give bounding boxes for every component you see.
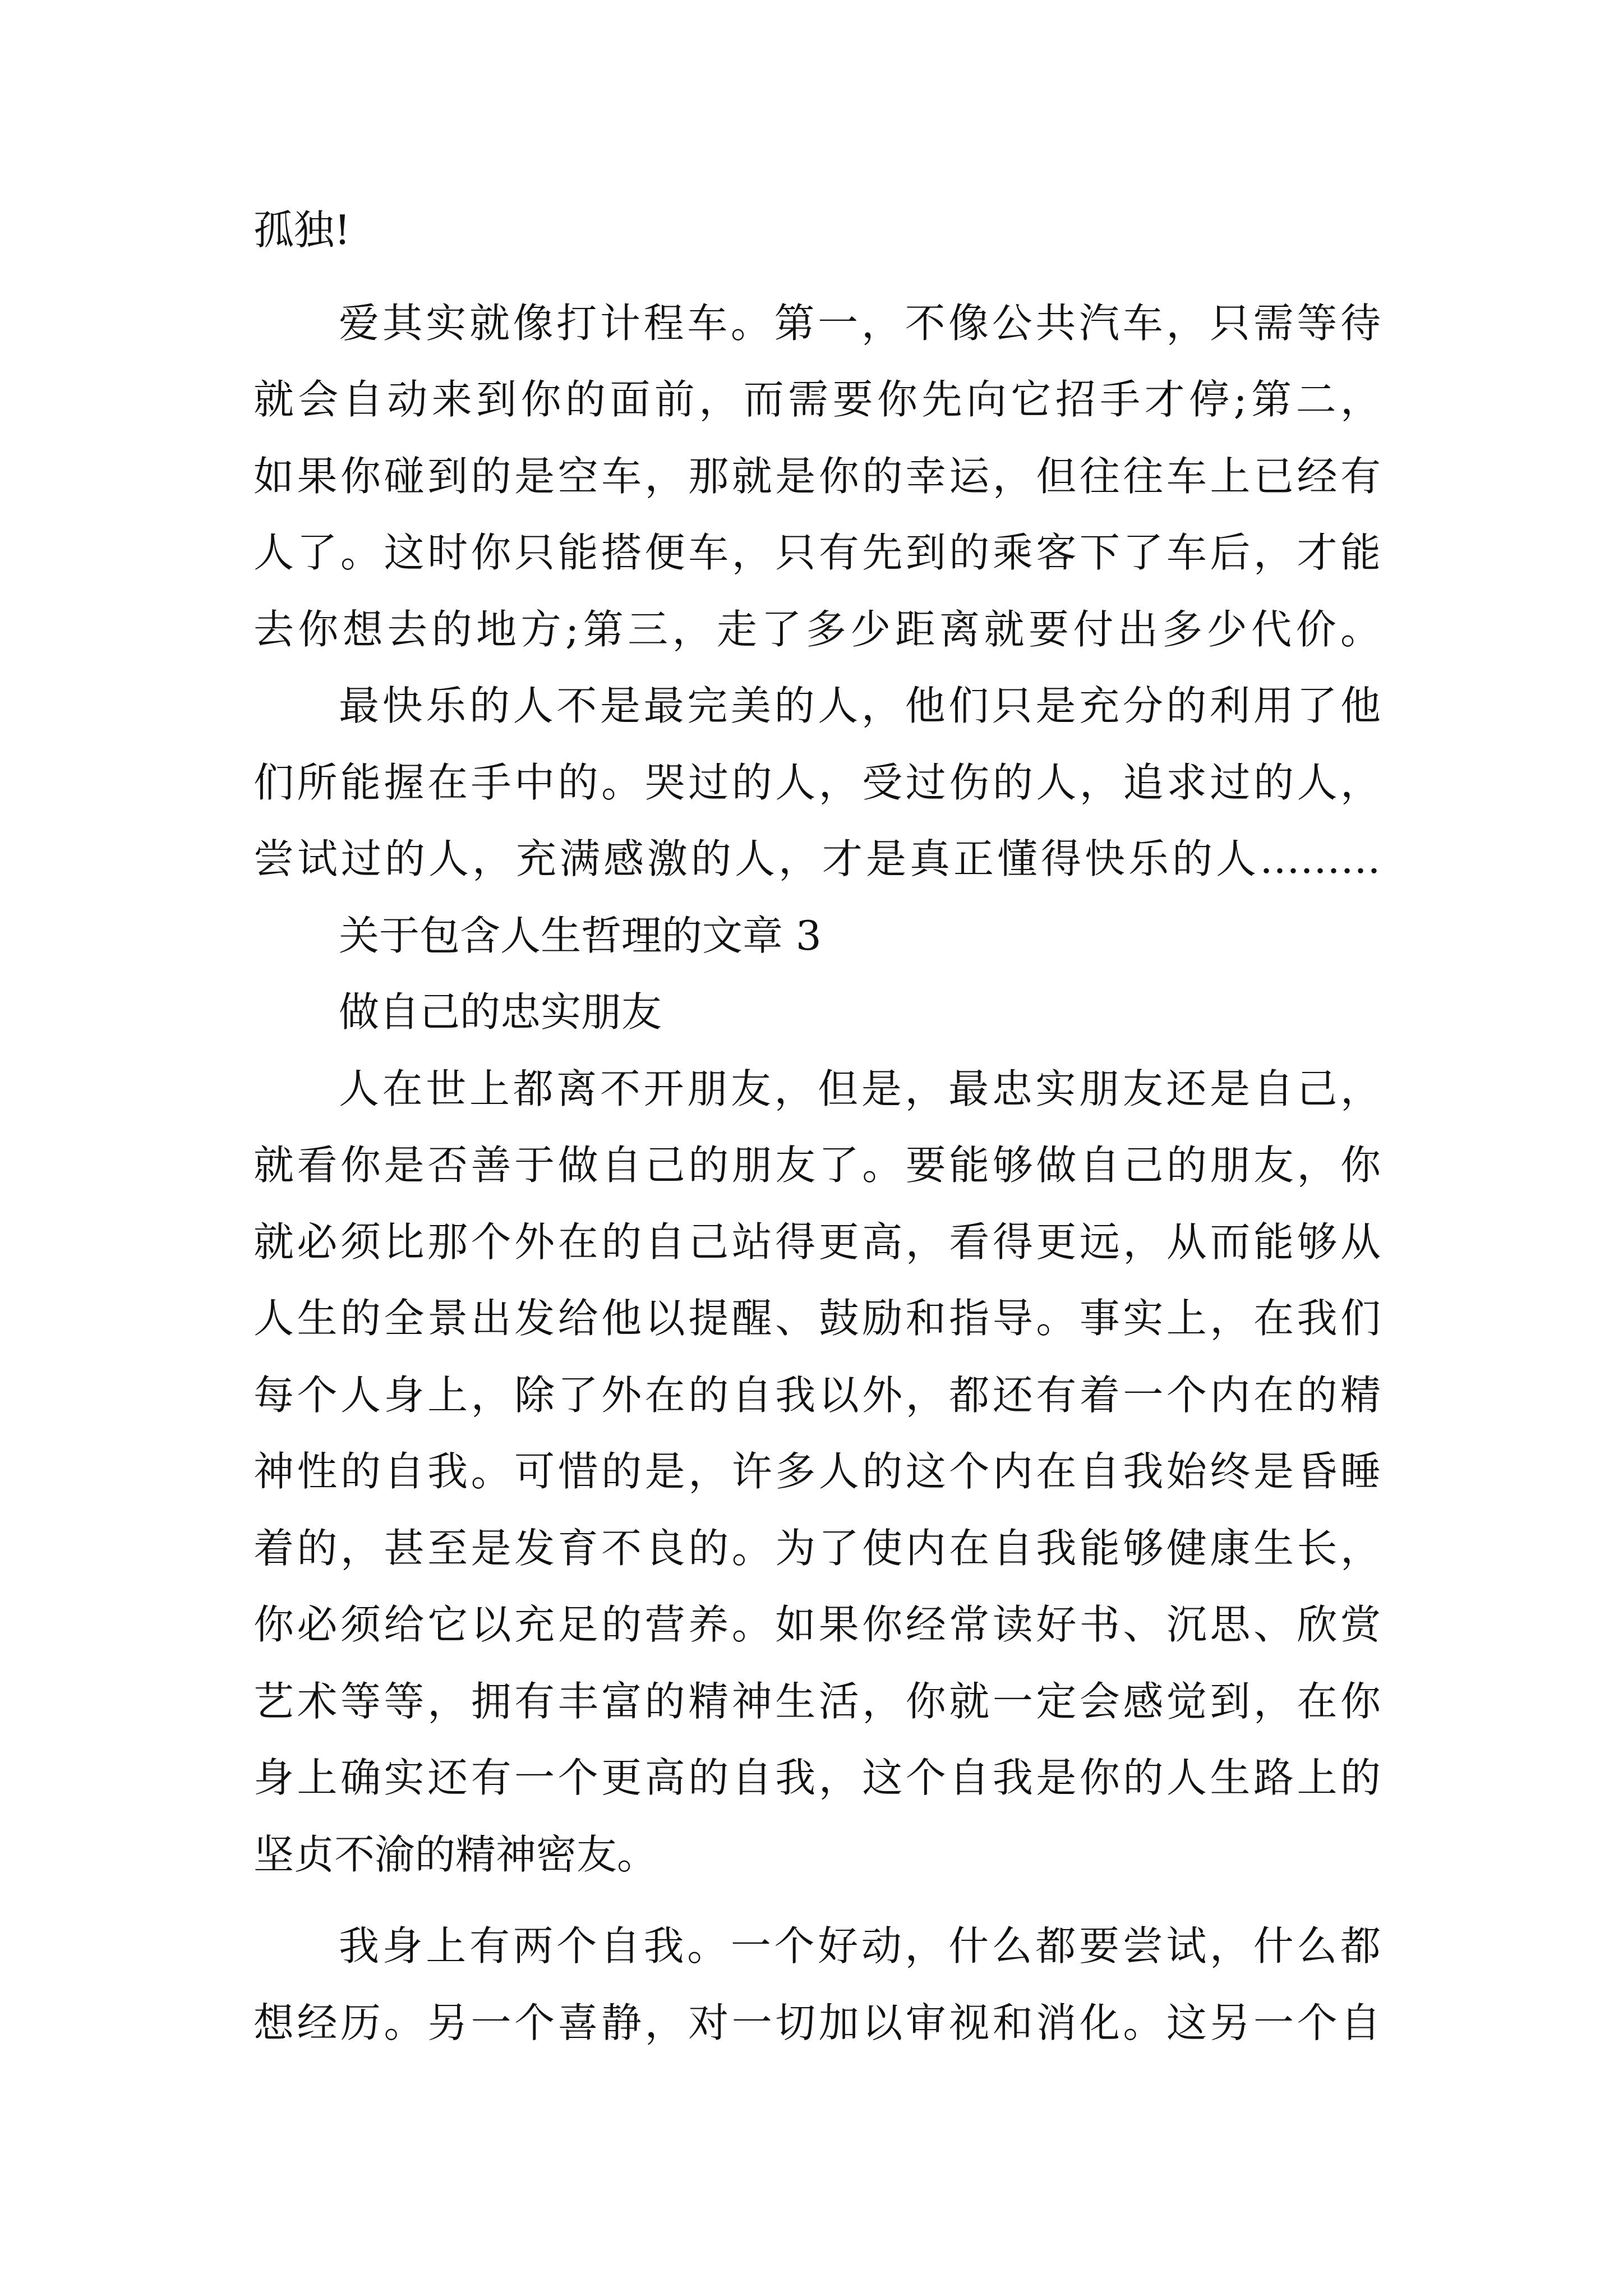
- text-line: 人生的全景出发给他以提醒、鼓励和指导。事实上，在我们: [253, 1295, 1381, 1342]
- text-line: 们所能握在手中的。哭过的人，受过伤的人，追求过的人，: [253, 759, 1381, 806]
- section-heading: 关于包含人生哲理的文章 3: [339, 912, 822, 959]
- text-line: 着的，甚至是发育不良的。为了使内在自我能够健康生长，: [253, 1525, 1381, 1572]
- text-line: 尝试过的人，充满感激的人，才是真正懂得快乐的人………: [253, 835, 1381, 882]
- text-line: 想经历。另一个喜静，对一切加以审视和消化。这另一个自: [253, 1999, 1381, 2046]
- paragraph-first-line: 最快乐的人不是最完美的人，他们只是充分的利用了他: [339, 682, 1381, 729]
- paragraph-first-line: 爱其实就像打计程车。第一，不像公共汽车，只需等待: [339, 300, 1381, 347]
- text-line: 就必须比那个外在的自己站得更高，看得更远，从而能够从: [253, 1218, 1381, 1266]
- text-line: 身上确实还有一个更高的自我，这个自我是你的人生路上的: [253, 1754, 1381, 1801]
- article-title: 做自己的忠实朋友: [339, 988, 662, 1036]
- text-line: 如果你碰到的是空车，那就是你的幸运，但往往车上已经有: [253, 453, 1381, 500]
- text-line: 人了。这时你只能搭便车，只有先到的乘客下了车后，才能: [253, 529, 1381, 576]
- text-line: 去你想去的地方;第三，走了多少距离就要付出多少代价。: [253, 606, 1381, 653]
- text-line: 你必须给它以充足的营养。如果你经常读好书、沉思、欣赏: [253, 1601, 1381, 1648]
- text-line: 就看你是否善于做自己的朋友了。要能够做自己的朋友，你: [253, 1142, 1381, 1189]
- paragraph-first-line: 人在世上都离不开朋友，但是，最忠实朋友还是自己，: [339, 1065, 1381, 1112]
- text-line: 坚贞不渝的精神密友。: [253, 1831, 658, 1878]
- paragraph-first-line: 我身上有两个自我。一个好动，什么都要尝试，什么都: [339, 1922, 1381, 1970]
- text-line: 艺术等等，拥有丰富的精神生活，你就一定会感觉到，在你: [253, 1678, 1381, 1725]
- text-line: 孤独!: [253, 206, 351, 254]
- text-line: 每个人身上，除了外在的自我以外，都还有着一个内在的精: [253, 1372, 1381, 1419]
- text-line: 神性的自我。可惜的是，许多人的这个内在自我始终是昏睡: [253, 1448, 1381, 1495]
- text-line: 就会自动来到你的面前，而需要你先向它招手才停;第二，: [253, 376, 1381, 423]
